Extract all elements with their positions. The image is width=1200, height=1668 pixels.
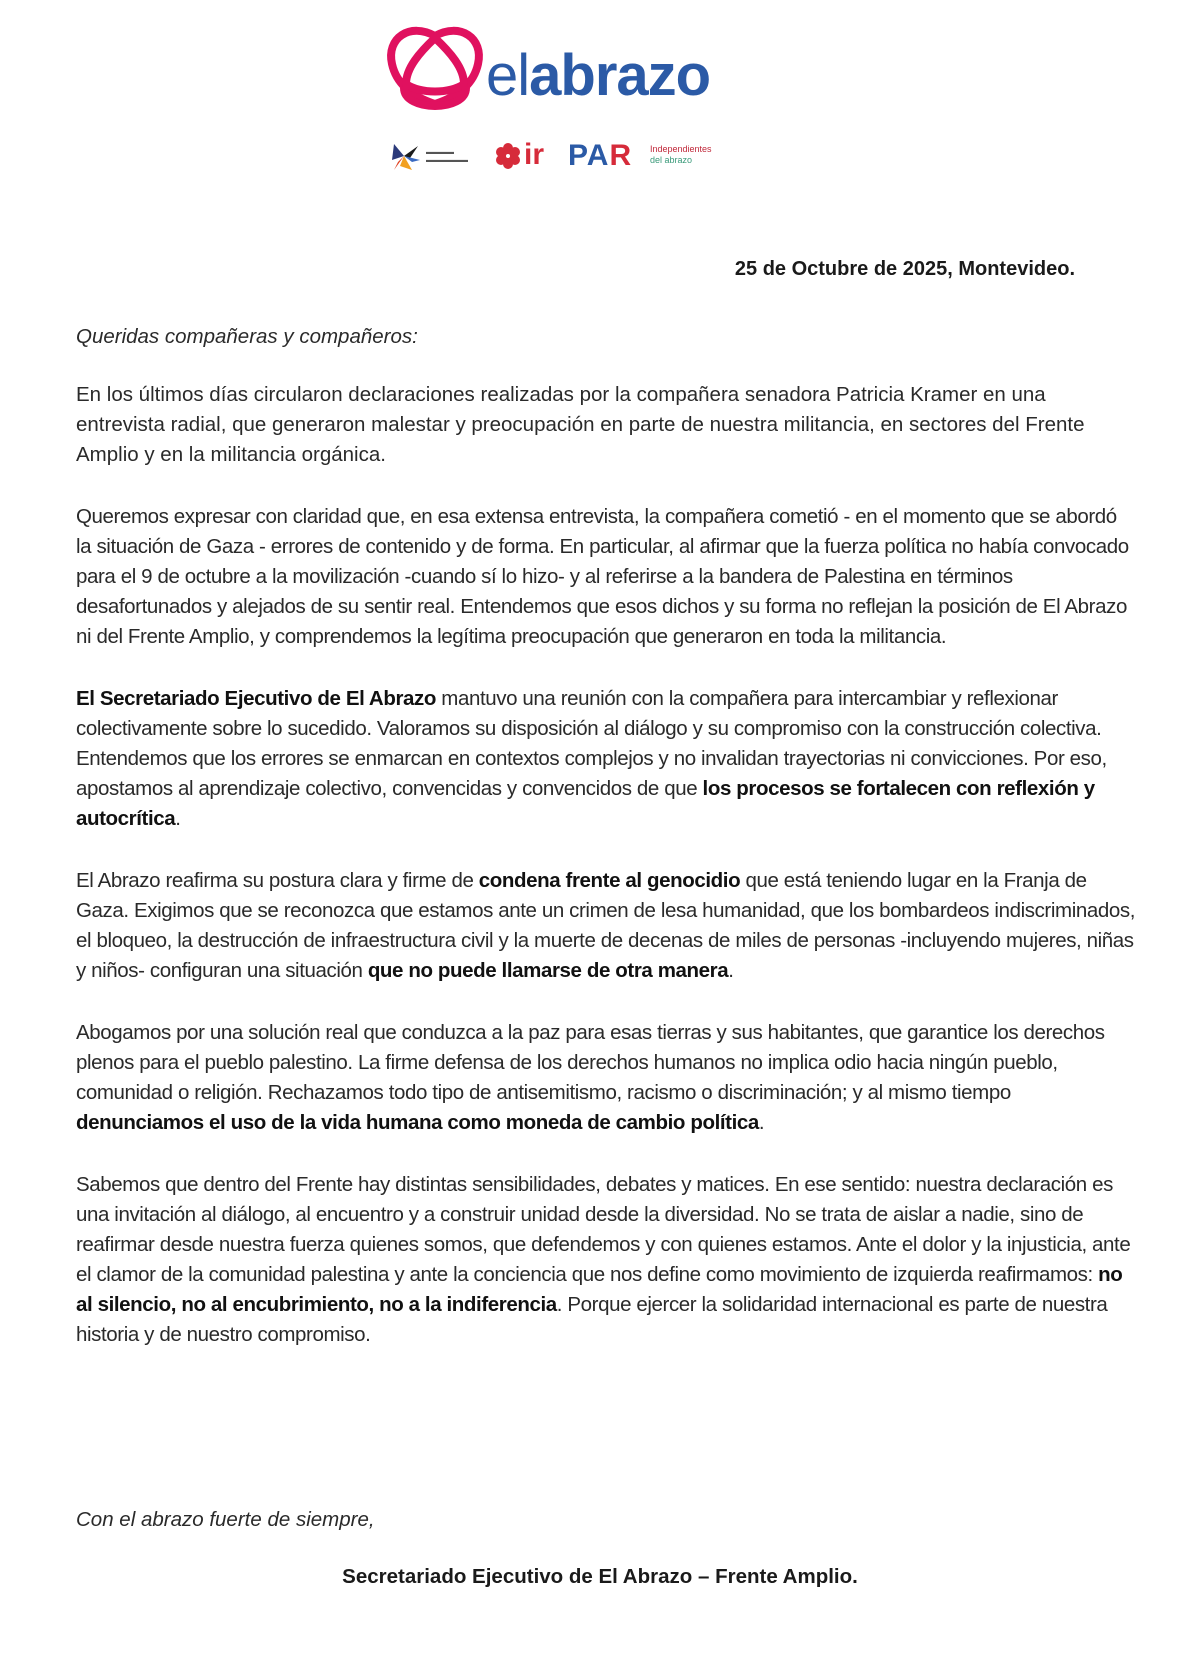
letter-body xyxy=(76,322,1136,1382)
paragraph-4-text-1: El Abrazo reafirma su postura clara y firme de xyxy=(76,869,479,892)
letter-date: 25 de Octubre de 2025, Montevideo. xyxy=(734,258,1075,280)
el-abrazo-logo-icon xyxy=(380,24,490,116)
signature: Secretariado Ejecutivo de El Abrazo – Frente Amplio. xyxy=(342,1565,858,1588)
ir-flower-logo-icon xyxy=(494,142,522,170)
closing-line: Con el abrazo fuerte de siempre, xyxy=(76,1508,375,1531)
salutation: Queridas compañeras y compañeros: xyxy=(76,325,418,348)
paragraph-3-bold-2: los procesos se fortalecen con reflexión y autocrítica xyxy=(76,777,1095,830)
partner-1-text: ▬▬▬▬ ▬▬▬▬▬▬ xyxy=(426,149,468,164)
paragraph-4-text-2: que está teniendo lugar en la Franja de Gaza. Exigimos que se reconozca que estamos ante un crimen de lesa humanidad, que los bombardeos indiscriminados, el bloqueo, la destrucción de infraestructura civil y la muerte de decenas de miles de personas -incluyendo mujeres, niñas y niños- configuran una situación xyxy=(76,869,1135,982)
paragraph-6 xyxy=(76,1170,1136,1350)
paragraph-5 xyxy=(76,1018,1136,1138)
paragraph-4-end: . xyxy=(728,959,734,982)
paragraph-3-text-1: mantuvo una reunión con la compañera para intercambiar y reflexionar colectivamente sobre lo sucedido. Valoramos su disposición al diálogo y su compromiso con la construcción colectiva. Entendemos que los errores se enmarcan en contextos complejos y no invalidan trayectorias ni convicciones. Por eso, apostamos al aprendizaje colectivo, convencidas y convencidos de que xyxy=(76,687,1107,800)
paragraph-6-bold-1: no al silencio, no al encubrimiento, no a la indiferencia xyxy=(76,1263,1123,1316)
paragraph-5-end: . xyxy=(758,1111,765,1134)
paragraph-3-bold-1: El Secretariado Ejecutivo de El Abrazo xyxy=(76,687,436,710)
independientes-line1: Independientes xyxy=(650,144,712,154)
partner-logos xyxy=(390,138,750,178)
par-logo-r: R xyxy=(609,139,633,172)
paragraph-1: En los últimos días circularon declaraciones realizadas por la compañera senadora Patricia Kramer en una entrevista radial, que generaron malestar y preocupación en parte de nuestra militancia, en sectores del Frente Amplio y en la militancia orgánica. xyxy=(76,383,1085,466)
paragraph-4 xyxy=(76,866,1136,986)
independientes-logo xyxy=(650,144,750,166)
wordmark-prefix: el xyxy=(486,43,530,108)
paragraph-2: Queremos expresar con claridad que, en esa extensa entrevista, la compañera cometió - en el momento que se abordó la situación de Gaza - errores de contenido y de forma. En particular, al afirmar que la fuerza política no había convocado para el 9 de octubre a la movilización -cuando sí lo hizo- y al referirse a la bandera de Palestina en términos desafortunados y alejados de su sentir real. Entendemos que esos dichos y su forma no reflejan la posición de El Abrazo ni del Frente Amplio, y comprendemos la legítima preocupación que generaron en toda la militancia. xyxy=(76,505,1129,648)
par-logo-text: PA xyxy=(568,139,610,172)
independientes-line2: del abrazo xyxy=(650,155,693,165)
paragraph-3-end: . xyxy=(175,807,181,830)
partner-star-logo-icon xyxy=(390,140,422,174)
paragraph-3 xyxy=(76,684,1136,834)
ir-logo-text: ir xyxy=(524,138,545,171)
wordmark-name: abrazo xyxy=(529,43,711,108)
paragraph-5-text-1: Abogamos por una solución real que conduzca a la paz para esas tierras y sus habitantes, que garantice los derechos plenos para el pueblo palestino. La firme defensa de los derechos humanos no implica odio hacia ningún pueblo, comunidad o religión. Rechazamos todo tipo de antisemitismo, racismo o discriminación; y al mismo tiempo xyxy=(76,1021,1105,1104)
paragraph-5-bold-1: denunciamos el uso de la vida humana como moneda de cambio política xyxy=(76,1111,759,1134)
el-abrazo-wordmark xyxy=(486,44,710,108)
letterhead xyxy=(0,0,1200,200)
paragraph-4-bold-1: condena frente al genocidio xyxy=(478,869,741,892)
paragraph-6-text-2: . Porque ejercer la solidaridad internacional es parte de nuestra historia y de nuestro compromiso. xyxy=(76,1293,1108,1346)
par-logo xyxy=(568,139,632,173)
paragraph-6-text-1: Sabemos que dentro del Frente hay distintas sensibilidades, debates y matices. En ese sentido: nuestra declaración es una invitación al diálogo, al encuentro y a construir unidad desde la diversidad. No se trata de aislar a nadie, sino de reafirmar desde nuestra fuerza quienes somos, que defendemos y con quienes estamos. Ante el dolor y la injusticia, ante el clamor de la comunidad palestina y ante la conciencia que nos define como movimiento de izquierda reafirmamos: xyxy=(76,1173,1131,1286)
paragraph-4-bold-2: que no puede llamarse de otra manera xyxy=(367,959,729,982)
